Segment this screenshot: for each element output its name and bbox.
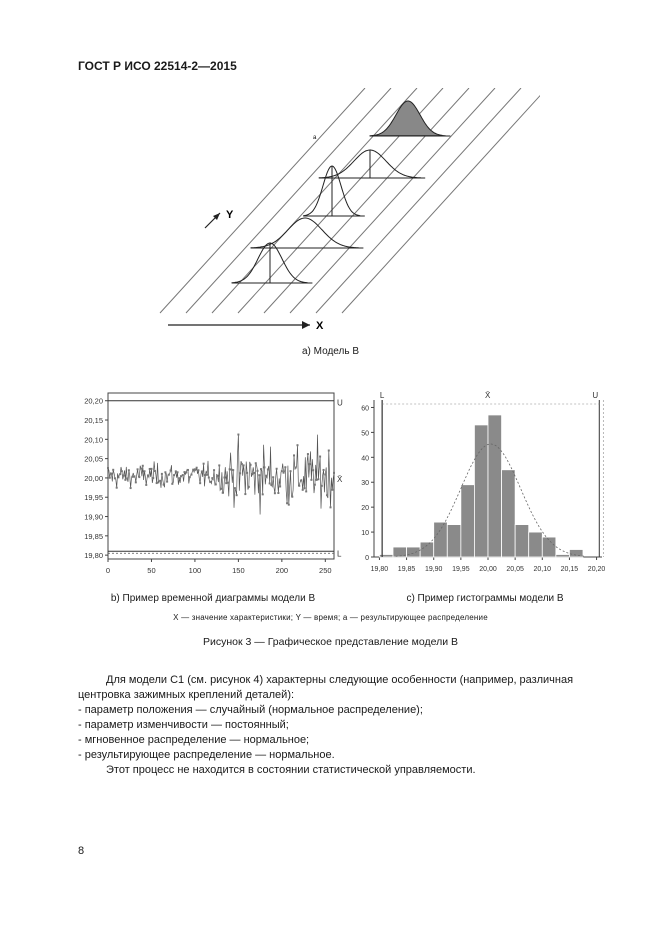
y-tick-label: 10 [361,530,369,538]
process-point [140,468,142,470]
list-item: - параметр изменчивости — постоянный; [78,719,289,731]
process-point [269,482,271,484]
caption-c: с) Пример гистограммы модели В [406,593,564,604]
process-point [194,468,196,470]
process-point [161,473,163,475]
process-point [293,454,295,456]
process-point [279,485,281,487]
x-tick-label: 19,85 [397,566,416,573]
process-point [251,473,253,475]
upper-limit-label: U [337,398,343,408]
process-point [314,484,316,486]
process-point [244,493,246,495]
caption-b: b) Пример временной диаграммы модели В [110,593,316,604]
figure-caption: Рисунок 3 — Графическое представление модели В [203,636,458,648]
process-point [295,467,297,469]
process-point [123,475,125,477]
histogram-bar [502,470,516,557]
process-point [119,473,121,475]
process-point [201,470,203,472]
histogram-bar [488,415,502,557]
process-point [114,477,116,479]
process-point [206,474,208,476]
intro-paragraph: Для модели C1 (см. рисунок 4) характерны следующие особенности (например, различная центровка зажимных креплений деталей): [78,674,574,701]
process-point [187,469,189,471]
process-point [126,477,128,479]
process-point [331,489,333,491]
x-tick-label: 20,15 [560,566,579,573]
process-point [185,472,187,474]
process-point [192,469,194,471]
x-tick-label: 20,05 [506,566,524,573]
process-point [246,472,248,474]
process-point [222,492,224,494]
process-point [215,483,217,485]
process-point [288,504,290,506]
conclusion-paragraph: Этот процесс не находится в состоянии статистической управляемости. [106,764,476,776]
x-axis-label: X [316,320,324,332]
x-tick-label: 19,95 [452,566,470,573]
process-point [208,476,210,478]
list-item: - параметр положения — случайный (нормальное распределение); [78,704,423,716]
histogram-bar [379,555,393,557]
y-tick-label: 20,15 [84,416,103,426]
histogram-bar [420,542,434,557]
process-series-line [108,435,334,515]
process-point [236,494,238,496]
process-point [237,434,239,436]
histogram-bar [529,532,543,557]
process-point [142,465,144,467]
process-point [317,478,319,480]
list-item: - результирующее распределение — нормальное. [78,749,335,761]
model-b-diagram [150,88,540,338]
y-tick-label: 19,85 [84,531,103,541]
histogram-bar [474,425,488,557]
process-point [133,476,135,478]
x-tick-label: 19,90 [424,566,443,573]
histogram-bar [461,485,475,557]
histogram-bar [434,522,448,557]
lower-limit-label: L [337,549,342,559]
process-point [223,477,225,479]
process-point [305,490,307,492]
x-tick-label: 250 [319,566,332,575]
y-axis-label: Y [226,209,234,221]
x-tick-label: 100 [188,566,202,575]
figure-legend: X — значение характеристики; Y — время; а — результирующее распределение [173,613,488,622]
process-point [291,496,293,498]
upper-limit-label: U [592,391,599,400]
process-point [135,481,137,483]
process-point [178,477,180,479]
process-point [333,472,335,474]
process-point [171,483,173,485]
process-point [159,480,161,482]
process-point [168,474,170,476]
y-tick-label: 50 [361,430,369,438]
process-point [328,450,330,452]
process-point [130,487,132,489]
process-point [283,472,285,474]
process-point [116,487,118,489]
y-tick-label: 40 [361,455,369,463]
y-tick-label: 60 [361,405,369,413]
process-point [326,494,328,496]
y-tick-label: 30 [361,480,369,488]
process-point [229,468,231,470]
body-text [78,673,618,778]
caption-a: а) Модель В [301,346,359,357]
process-point [255,462,257,464]
process-point [210,481,212,483]
process-point [274,492,276,494]
x-tick-label: 200 [275,566,289,575]
process-point [309,463,311,465]
process-point [312,469,314,471]
process-point [239,472,241,474]
y-tick-label: 19,95 [84,493,103,503]
histogram-bar [447,525,461,557]
x-tick-label: 50 [147,566,156,575]
process-point [149,468,151,470]
y-tick-label: 20,00 [84,473,103,483]
process-point [199,482,201,484]
process-point [144,470,146,472]
process-point [107,467,109,469]
process-point [152,477,154,479]
y-tick-label: 19,90 [84,512,103,522]
process-point [182,474,184,476]
histogram-bars [379,415,583,557]
process-point [164,471,166,473]
run-chart-x-ticks [106,559,332,575]
mean-label: X̄ [485,391,491,400]
process-point [110,473,112,475]
process-point [250,464,252,466]
process-point [124,479,126,481]
x-tick-label: 150 [232,566,245,575]
process-point [211,477,213,479]
process-point [180,475,182,477]
process-point [324,473,326,475]
process-point [258,474,260,476]
histogram-bar [515,525,529,557]
process-point [260,468,262,470]
time-line [342,88,540,313]
process-point [220,488,222,490]
time-line [212,88,417,313]
process-point [321,485,323,487]
process-point [290,470,292,472]
process-point [197,469,199,471]
process-point [203,463,205,465]
histogram-y-ticks [361,405,374,562]
y-tick-label: 0 [365,555,369,562]
process-point [217,475,219,477]
process-point [183,471,185,473]
process-point [166,481,168,483]
histogram-bar [569,550,583,557]
process-point [253,472,255,474]
x-tick-label: 20,00 [479,566,497,573]
process-point [330,506,332,508]
process-point [316,479,318,481]
process-point [272,476,274,478]
y-tick-label: 20,10 [84,435,103,445]
process-point [284,466,286,468]
y-tick-label: 20 [361,505,369,513]
run-chart [78,390,346,588]
process-point [310,479,312,481]
process-point [137,468,139,470]
process-point [196,467,198,469]
process-point [286,502,288,504]
x-arrowhead [302,321,310,329]
process-point [241,463,243,465]
resulting-distribution-curve [370,101,446,136]
process-point [117,476,119,478]
time-line [160,88,365,313]
process-point [173,474,175,476]
histogram-bar [407,547,421,557]
x-tick-label: 0 [105,566,111,575]
x-tick-label: 19,80 [370,566,389,573]
process-point [319,456,321,458]
process-point [243,464,245,466]
process-point [276,468,278,470]
process-point [213,469,215,471]
list-item: - мгновенное распределение — нормальное; [78,734,310,746]
y-tick-label: 20,20 [84,396,103,406]
time-line [264,88,469,313]
process-point [323,469,325,471]
y-tick-label: 20,05 [84,454,103,464]
process-point [303,487,305,489]
process-point [277,492,279,494]
process-point [227,482,229,484]
process-point [147,474,149,476]
process-point [121,470,123,472]
process-point [190,474,192,476]
process-point [138,476,140,478]
process-point [175,470,177,472]
process-point [177,471,179,473]
process-point [230,469,232,471]
process-point [154,470,156,472]
process-point [300,480,302,482]
process-point [298,485,300,487]
process-point [265,475,267,477]
process-point [128,469,130,471]
process-point [163,484,165,486]
mark-a: a [313,135,317,141]
time-line [186,88,391,313]
histogram-bar [556,555,570,557]
process-point [302,489,304,491]
process-point [307,453,309,455]
process-point [248,486,250,488]
mean-label: X̄ [337,475,343,484]
process-point [281,470,283,472]
process-point [263,466,265,468]
page-number: 8 [78,845,85,857]
lower-limit-label: L [379,391,385,400]
diagonal-time-lines [160,88,540,313]
distribution-curve [251,218,359,248]
process-point [109,477,111,479]
process-point [262,493,264,495]
process-point [131,476,133,478]
process-point [218,464,220,466]
process-point [234,487,236,489]
histogram-bar [542,537,556,557]
process-point [267,468,269,470]
process-point [156,482,158,484]
process-point [145,484,147,486]
histogram-x-ticks [371,557,606,573]
histogram-chart [352,388,620,588]
run-chart-series [107,434,335,515]
process-point [296,444,298,446]
process-point [150,468,152,470]
process-point [157,481,159,483]
process-point [225,482,227,484]
x-tick-label: 20,20 [587,566,606,573]
document-header: ГОСТ Р ИСО 22514-2—2015 [78,59,237,73]
process-point [232,469,234,471]
process-point [170,469,172,471]
process-point [270,484,272,486]
process-point [112,469,114,471]
y-tick-label: 19,80 [84,551,103,561]
process-point [204,474,206,476]
x-tick-label: 20,10 [533,566,552,573]
process-point [189,476,191,478]
process-point [257,470,259,472]
run-chart-y-ticks [84,397,108,560]
